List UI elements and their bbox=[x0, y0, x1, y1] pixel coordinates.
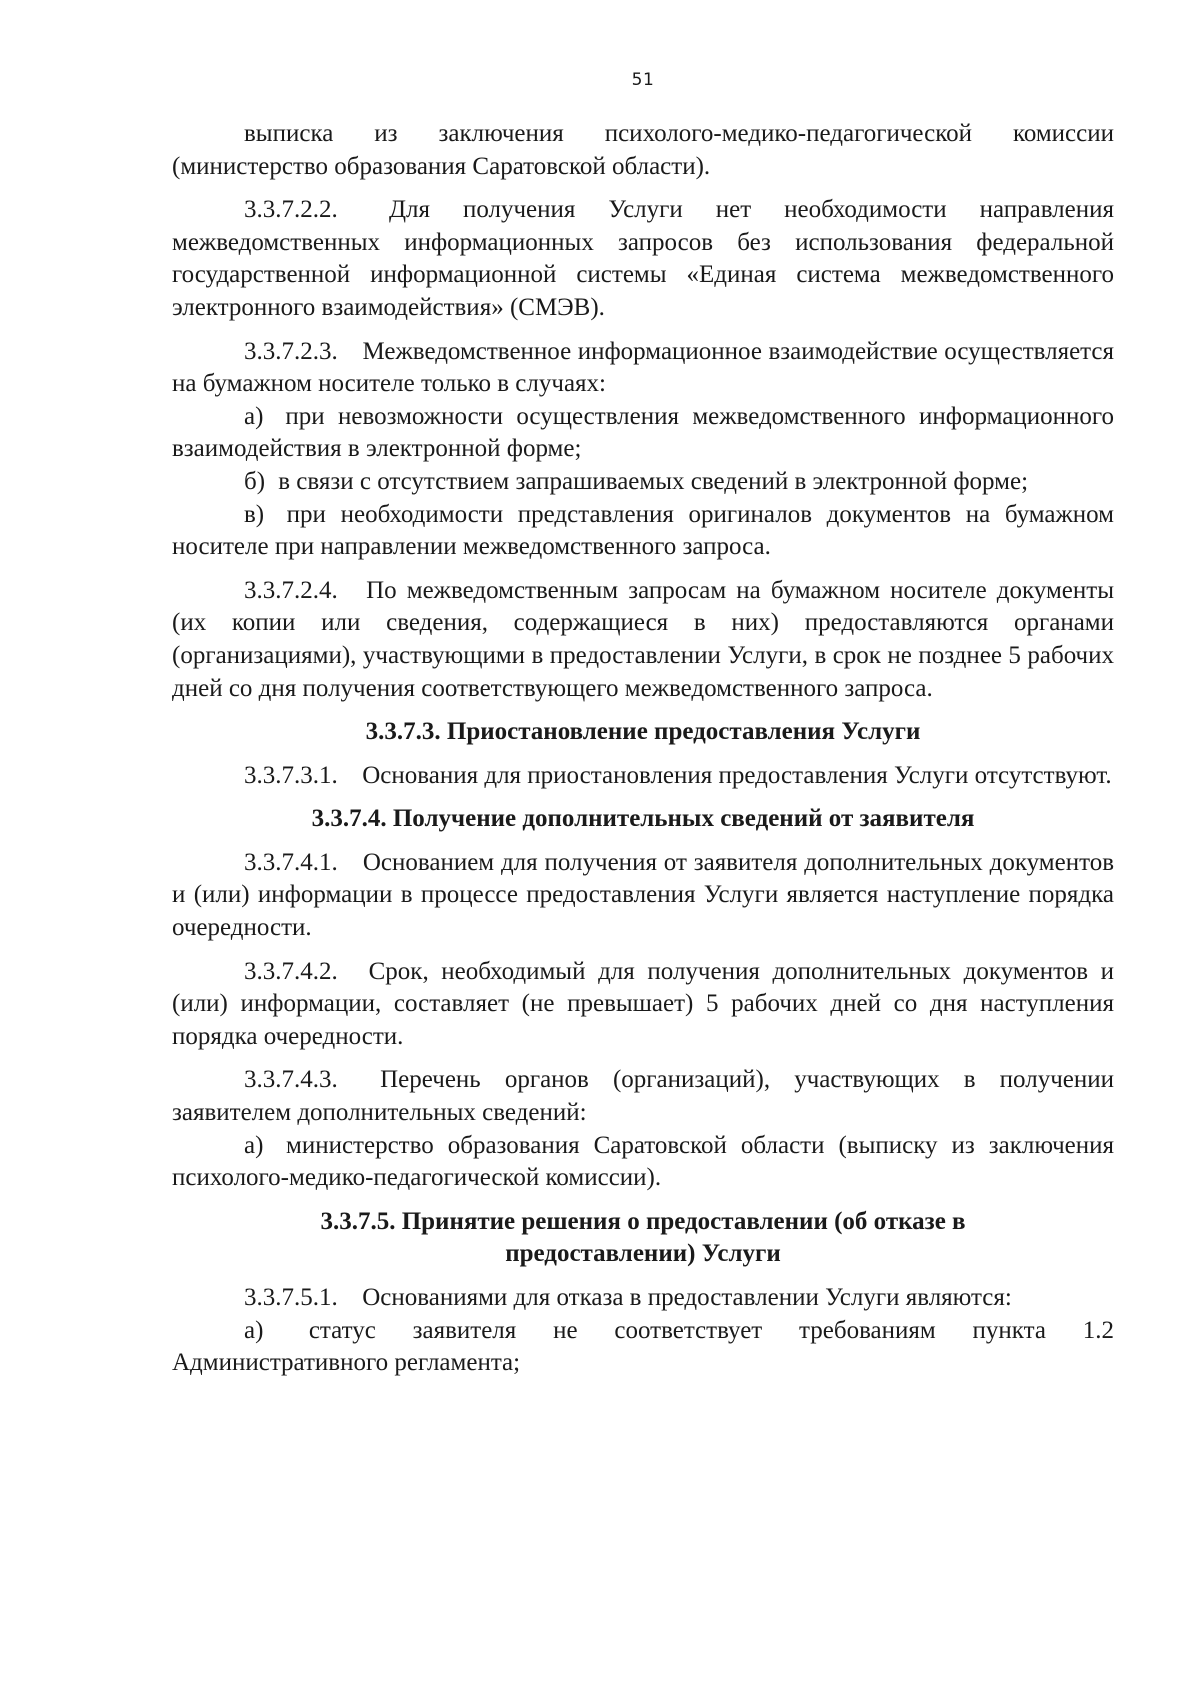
paragraph: 3.3.7.4.1. Основанием для получения от заявителя дополнительных документов и (или) информации в процессе предоставления Услуги является наступление порядка очередности. bbox=[172, 848, 1114, 942]
clause-number: 3.3.7.2.2. bbox=[244, 196, 338, 224]
section-heading: 3.3.7.3. Приостановление предоставления Услуги bbox=[365, 718, 921, 746]
paragraph: 3.3.7.4.3. Перечень органов (организаций), участвующих в получении заявителем дополнительных сведений: bbox=[172, 1066, 1115, 1127]
list-item: а) министерство образования Саратовской области (выписку из заключения психолого-медико-педагогической комиссии). bbox=[172, 1131, 1115, 1192]
paragraph: 3.3.7.2.4. По межведомственным запросам на бумажном носителе документы (их копии или сведения, содержащиеся в них) предоставляются органами (организациями), участвующими в предоставлении Услуги, в срок не позднее 5 рабочих дней со дня получения соответствующего межведомственного запроса. bbox=[172, 576, 1114, 702]
list-item: а) при невозможности осуществления межведомственного информационного взаимодействия в электронной форме; bbox=[172, 402, 1115, 463]
list-marker: а) bbox=[244, 402, 264, 430]
list-item: а) статус заявителя не соответствует требованиям пункта 1.2 Административного регламента; bbox=[172, 1316, 1115, 1377]
section-heading: 3.3.7.4. Получение дополнительных сведений от заявителя bbox=[311, 805, 975, 833]
paragraph: 3.3.7.2.2. Для получения Услуги нет необходимости направления межведомственных информационных запросов без использования федеральной государственной информационной системы «Единая система межведомственного электронного взаимодействия» (СМЭВ). bbox=[172, 196, 1115, 321]
paragraph: 3.3.7.4.2. Срок, необходимый для получения дополнительных документов и (или) информации, составляет (не превышает) 5 рабочих дней со дня наступления порядка очередности. bbox=[172, 957, 1115, 1050]
paragraph: 3.3.7.2.3. Межведомственное информационное взаимодействие осуществляется на бумажном носителе только в случаях: bbox=[172, 337, 1114, 398]
page-number: 51 bbox=[631, 70, 655, 90]
list-marker: а) bbox=[244, 1131, 264, 1159]
list-item: в) при необходимости представления оригиналов документов на бумажном носителе при направлении межведомственного запроса. bbox=[172, 500, 1115, 561]
paragraph: 3.3.7.5.1. Основаниями для отказа в предоставлении Услуги являются: bbox=[172, 1282, 1114, 1315]
clause-number: 3.3.7.4.2. bbox=[244, 957, 338, 985]
list-item: б) в связи с отсутствием запрашиваемых сведений в электронной форме; bbox=[172, 466, 1114, 499]
list-marker: а) bbox=[244, 1316, 264, 1344]
paragraph: 3.3.7.3.1. Основания для приостановления предоставления Услуги отсутствуют. bbox=[172, 760, 1114, 793]
list-marker: б) bbox=[244, 467, 266, 495]
paragraph: выписка из заключения психолого-медико-педагогической комиссии (министерство образования Саратовской области). bbox=[172, 120, 1114, 180]
clause-number: 3.3.7.2.3. bbox=[244, 337, 338, 365]
list-marker: в) bbox=[244, 500, 265, 528]
clause-number: 3.3.7.3.1. bbox=[244, 761, 338, 789]
clause-number: 3.3.7.5.1. bbox=[244, 1284, 338, 1311]
document-page bbox=[172, 70, 1114, 1380]
clause-number: 3.3.7.4.1. bbox=[244, 848, 338, 876]
clause-number: 3.3.7.2.4. bbox=[244, 576, 338, 604]
clause-number: 3.3.7.4.3. bbox=[244, 1066, 338, 1094]
section-heading: 3.3.7.5. Принятие решения о предоставлении (об отказе в предоставлении) Услуги bbox=[320, 1207, 966, 1268]
